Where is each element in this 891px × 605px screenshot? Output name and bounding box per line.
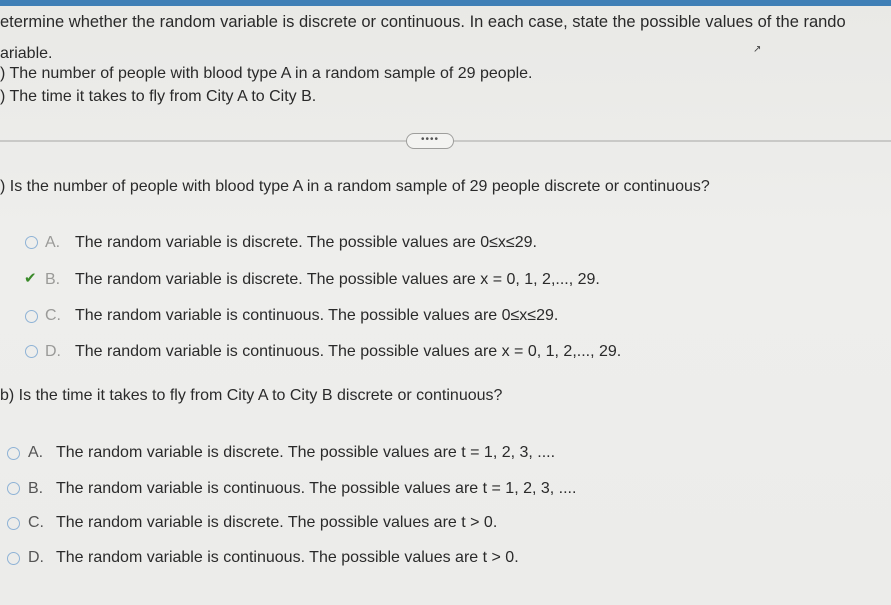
- radio-icon[interactable]: [7, 447, 20, 460]
- option-text: The random variable is discrete. The possible values are t > 0.: [56, 514, 498, 531]
- radio-icon[interactable]: [7, 517, 20, 530]
- radio-icon[interactable]: [25, 236, 38, 249]
- part-a-question: ) Is the number of people with blood type A in a random sample of 29 people discrete or continuous?: [0, 178, 710, 195]
- radio-icon[interactable]: [7, 552, 20, 565]
- mouse-cursor-icon: ↗: [753, 44, 762, 55]
- option-text: The random variable is continuous. The possible values are 0≤x≤29.: [75, 307, 559, 324]
- radio-icon[interactable]: [25, 345, 38, 358]
- instructions-item-a: ) The number of people with blood type A in a random sample of 29 people.: [0, 65, 533, 82]
- option-text: The random variable is continuous. The possible values are t = 1, 2, 3, ....: [56, 480, 577, 497]
- radio-icon[interactable]: [25, 310, 38, 323]
- option-text: The random variable is discrete. The possible values are 0≤x≤29.: [75, 234, 537, 251]
- show-more-button[interactable]: ••••: [406, 133, 454, 149]
- instructions-item-b: ) The time it takes to fly from City A to City B.: [0, 88, 317, 105]
- option-text: The random variable is discrete. The possible values are x = 0, 1, 2,..., 29.: [75, 271, 600, 288]
- top-accent-bar: [0, 0, 891, 6]
- instructions-line1: etermine whether the random variable is discrete or continuous. In each case, state the possible values of the rando: [0, 13, 846, 31]
- radio-icon[interactable]: [7, 482, 20, 495]
- option-text: The random variable is discrete. The possible values are t = 1, 2, 3, ....: [56, 444, 556, 461]
- part-b-question: b) Is the time it takes to fly from City A to City B discrete or continuous?: [0, 387, 503, 404]
- option-text: The random variable is continuous. The possible values are x = 0, 1, 2,..., 29.: [75, 343, 622, 360]
- instructions-line2: ariable.: [0, 45, 53, 62]
- checkmark-icon: ✔: [24, 270, 37, 287]
- option-text: The random variable is continuous. The possible values are t > 0.: [56, 549, 519, 566]
